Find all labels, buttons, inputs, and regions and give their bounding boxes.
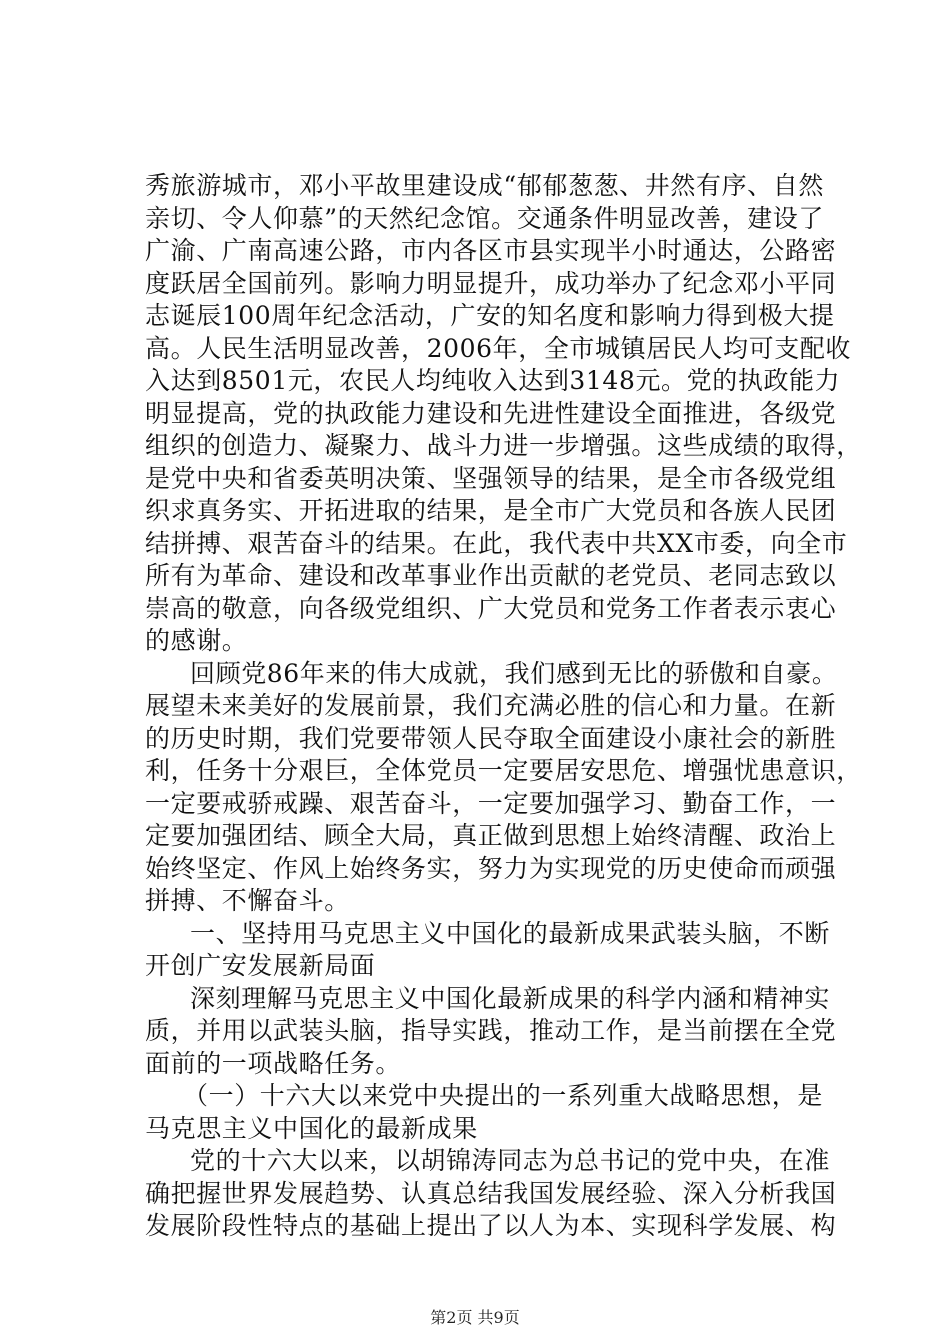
text-line: 的历史时期，我们党要带领人民夺取全面建设小康社会的新胜 (145, 723, 837, 753)
text-line: 组织的创造力、凝聚力、战斗力进一步增强。这些成绩的取得， (145, 431, 862, 460)
document-body (145, 170, 862, 1243)
text-line: 结拼搏、艰苦奋斗的结果。在此，我代表中共XX市委，向全市 (145, 528, 848, 558)
text-line: 定要加强团结、顾全大局，真正做到思想上始终清醒、政治上 (145, 821, 837, 850)
text-line: 明显提高，党的执政能力建设和先进性建设全面推进，各级党 (145, 398, 837, 428)
paragraph-start-line: 深刻理解马克思主义中国化最新成果的科学内涵和精神实 (190, 983, 831, 1013)
paragraph-start-line: 党的十六大以来，以胡锦涛同志为总书记的党中央，在准 (190, 1146, 831, 1175)
text-line: 广渝、广南高速公路，市内各区市县实现半小时通达，公路密 (145, 236, 837, 265)
text-line: 入达到8501元，农民人均纯收入达到3148元。党的执政能力 (145, 366, 841, 395)
text-line: 所有为革命、建设和改革事业作出贡献的老党员、老同志致以 (145, 561, 837, 590)
text-line: 亲切、令人仰慕”的天然纪念馆。交通条件明显改善，建设了 (145, 203, 824, 233)
section-heading-line: 开创广安发展新局面 (145, 951, 376, 980)
subsection-heading-line: 马克思主义中国化的最新成果 (145, 1113, 478, 1143)
subsection-heading-line: （一）十六大以来党中央提出的一系列重大战略思想，是 (183, 1081, 824, 1110)
text-line: 是党中央和省委英明决策、坚强领导的结果，是全市各级党组 (145, 463, 837, 493)
text-line: 拼搏、不懈奋斗。 (145, 886, 350, 915)
text-line: 始终坚定、作风上始终务实，努力为实现党的历史使命而顽强 (145, 853, 837, 883)
page-footer: 第2页 共9页 (430, 1308, 520, 1327)
text-line: 秀旅游城市，邓小平故里建设成“郁郁葱葱、井然有序、自然 (145, 171, 824, 200)
text-line: 度跃居全国前列。影响力明显提升，成功举办了纪念邓小平同 (145, 268, 837, 298)
text-line: 展望未来美好的发展前景，我们充满必胜的信心和力量。在新 (145, 691, 837, 720)
text-line: 确把握世界发展趋势、认真总结我国发展经验、深入分析我国 (145, 1178, 837, 1208)
section-heading-line: 一、坚持用马克思主义中国化的最新成果武装头脑，不断 (190, 918, 831, 948)
paragraph-start-line: 回顾党86年来的伟大成就，我们感到无比的骄傲和自豪。 (190, 658, 838, 688)
text-line: 发展阶段性特点的基础上提出了以人为本、实现科学发展、构 (145, 1211, 837, 1240)
text-line: 织求真务实、开拓进取的结果，是全市广大党员和各族人民团 (145, 496, 837, 525)
text-line: 质，并用以武装头脑，指导实践，推动工作，是当前摆在全党 (145, 1016, 837, 1045)
text-line: 一定要戒骄戒躁、艰苦奋斗，一定要加强学习、勤奋工作，一 (145, 788, 837, 818)
text-line: 高。人民生活明显改善，2006年，全市城镇居民人均可支配收 (145, 333, 852, 363)
text-line: 志诞辰100周年纪念活动，广安的知名度和影响力得到极大提 (145, 301, 835, 330)
text-line: 崇高的敬意，向各级党组织、广大党员和党务工作者表示衷心 (145, 593, 837, 623)
text-line: 利，任务十分艰巨，全体党员一定要居安思危、增强忧患意识， (145, 756, 862, 785)
text-line: 的感谢。 (145, 626, 248, 655)
text-line: 面前的一项战略任务。 (145, 1048, 402, 1078)
